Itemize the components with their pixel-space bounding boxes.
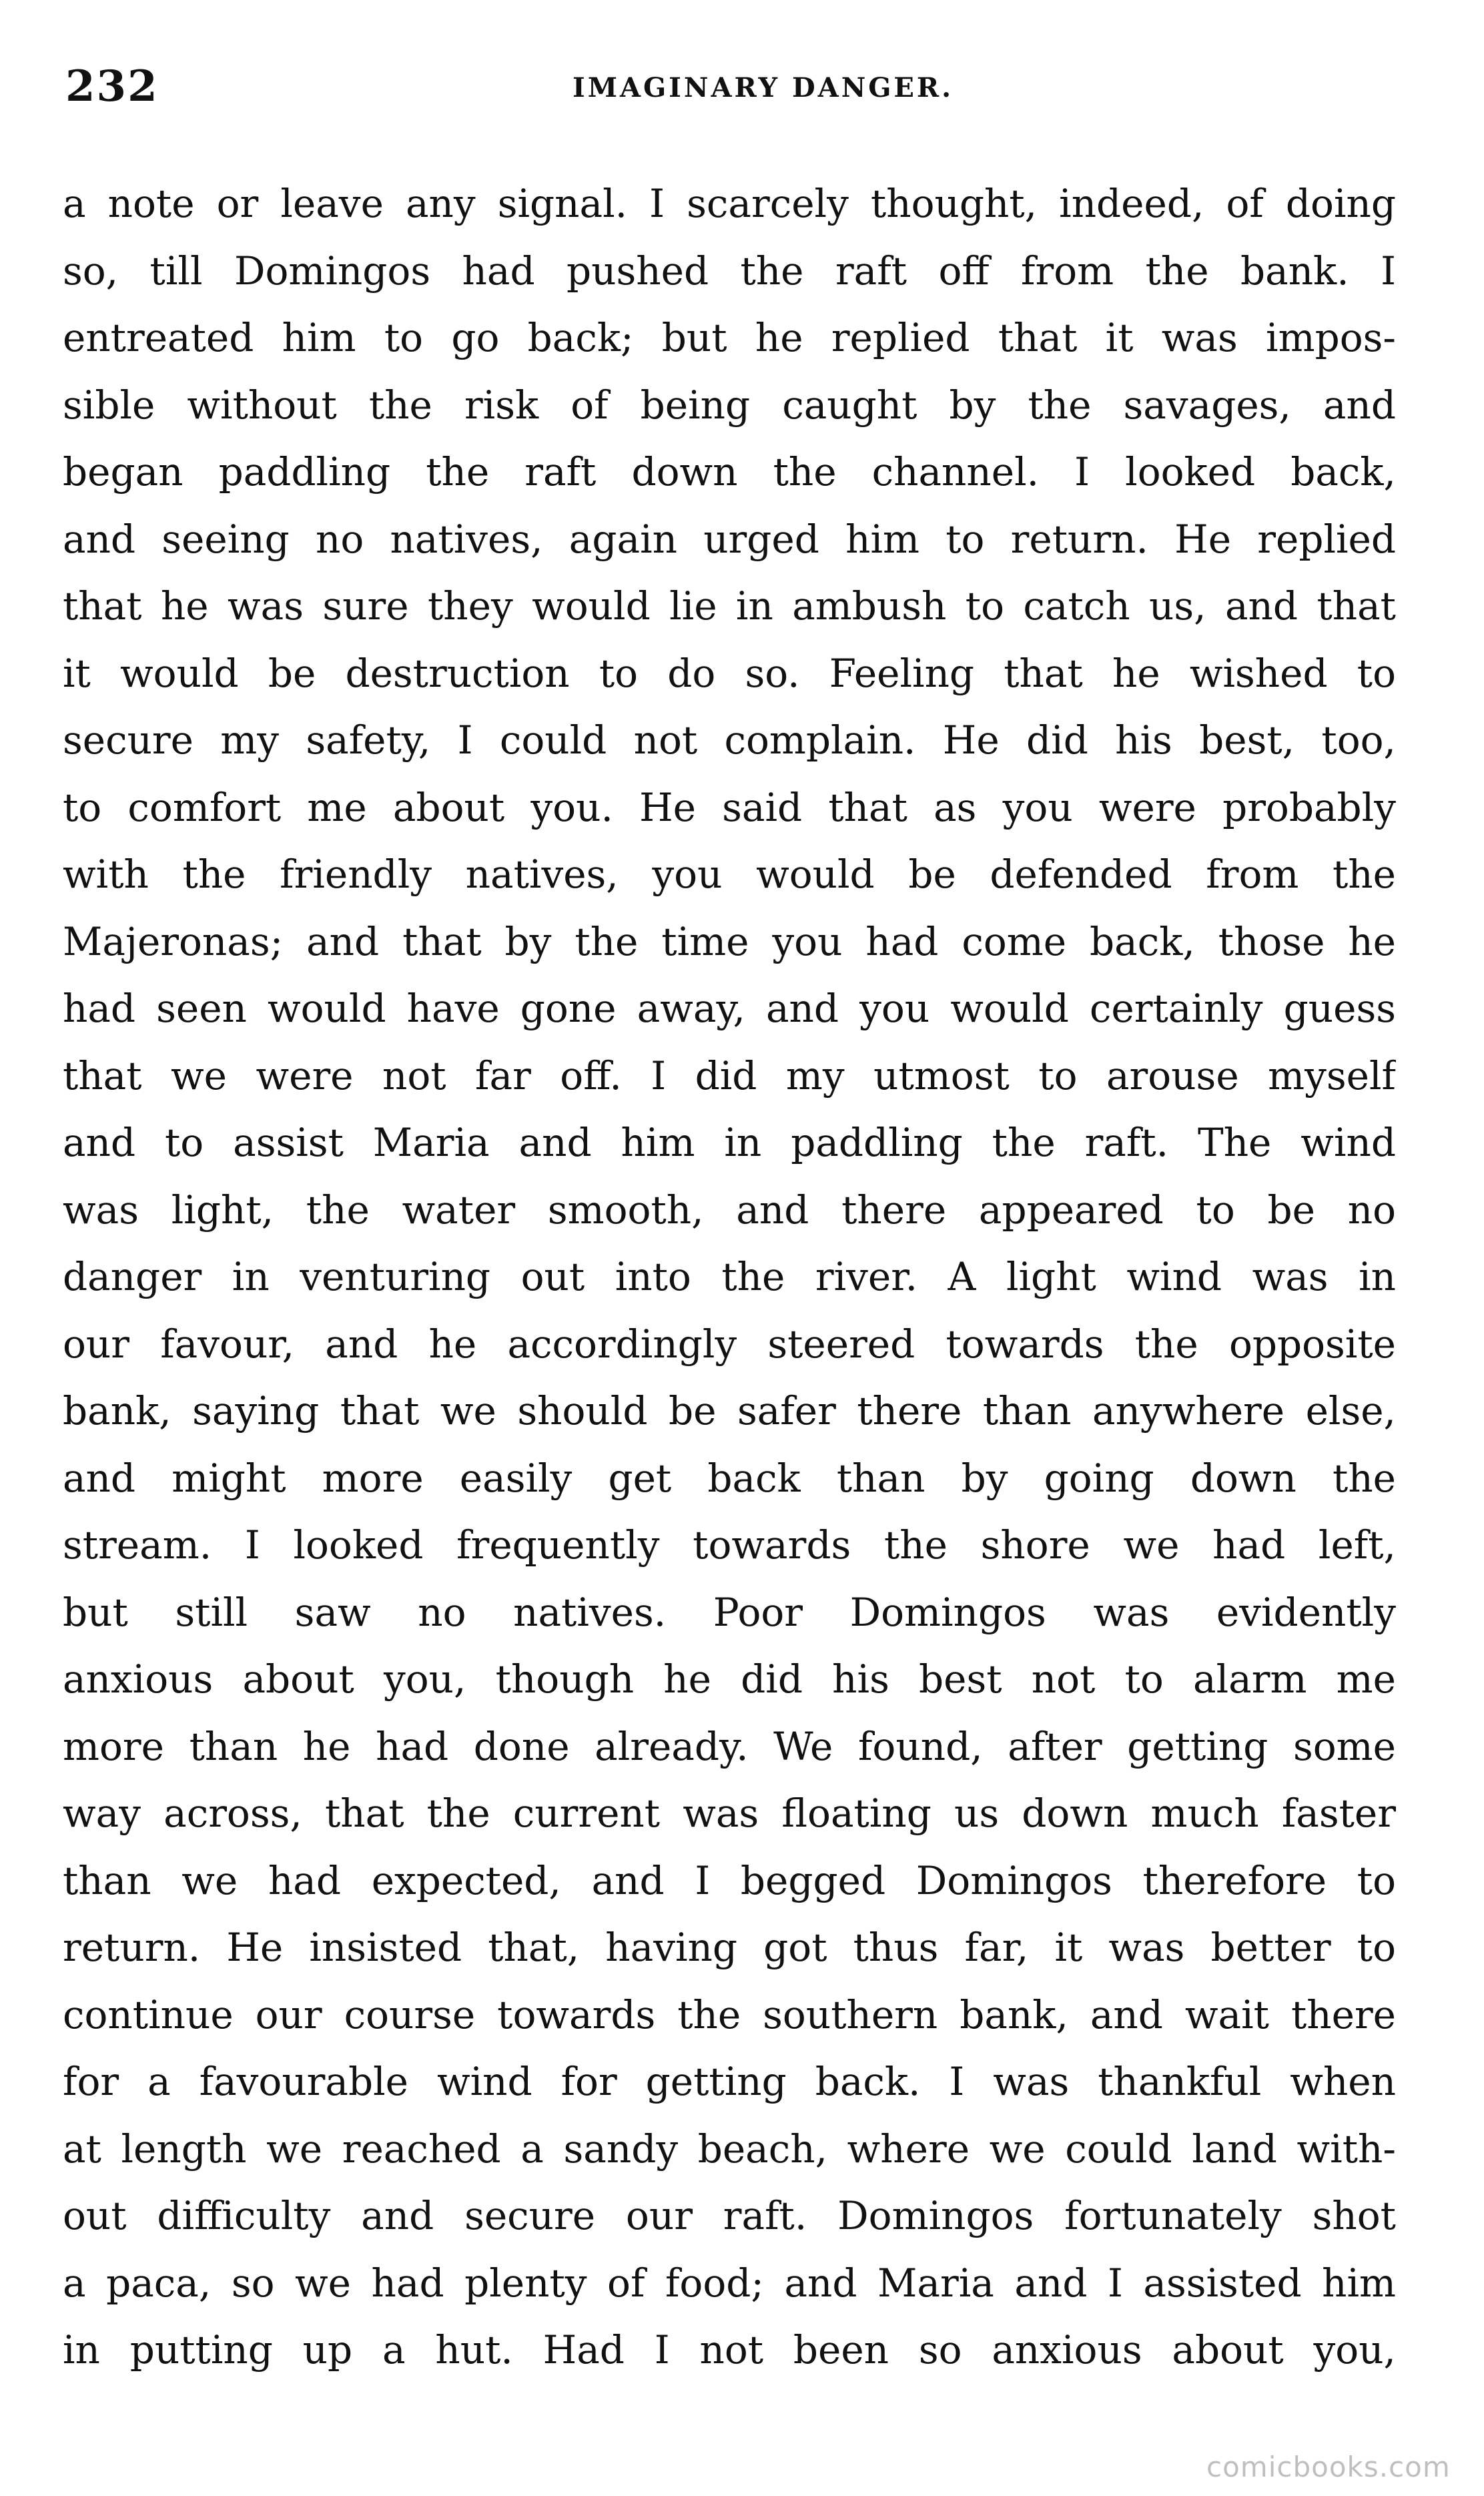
text-line: at length we reached a sandy beach, where we could land with-	[63, 2126, 1396, 2172]
text-line: but still saw no natives. Poor Domingos was evidently	[63, 1589, 1396, 1635]
text-line: that we were not far off. I did my utmost to arouse myself	[63, 1052, 1396, 1099]
watermark: comicbooks.com	[1206, 2451, 1451, 2483]
text-line: entreated him to go back; but he replied that it was impos-	[63, 315, 1396, 360]
page-header	[65, 61, 1420, 115]
text-line: to comfort me about you. He said that as you were probably	[63, 784, 1396, 830]
text-line: sible without the risk of being caught by the savages, and	[63, 382, 1396, 428]
text-line: stream. I looked frequently towards the shore we had left,	[63, 1522, 1396, 1568]
text-line: way across, that the current was floating us down much faster	[63, 1791, 1396, 1836]
text-line: and to assist Maria and him in paddling the raft. The wind	[63, 1120, 1396, 1165]
text-line: Majeronas; and that by the time you had come back, those he	[63, 918, 1396, 964]
text-line: was light, the water smooth, and there appeared to be no	[63, 1187, 1396, 1233]
text-line: secure my safety, I could not complain. He did his best, too,	[63, 717, 1396, 763]
page-number: 232	[65, 61, 159, 111]
text-line: that he was sure they would lie in ambush to catch us, and that	[63, 583, 1396, 629]
text-line: for a favourable wind for getting back. I was thankful when	[63, 2059, 1396, 2104]
text-line: bank, saying that we should be safer there than anywhere else,	[63, 1388, 1396, 1434]
text-line: began paddling the raft down the channel. I looked back,	[63, 449, 1396, 495]
body-text	[63, 170, 1396, 2384]
text-line: than we had expected, and I begged Domingos therefore to	[63, 1857, 1396, 1903]
text-line: return. He insisted that, having got thus far, it was better to	[63, 1925, 1396, 1970]
text-line: more than he had done already. We found, after getting some	[63, 1723, 1396, 1769]
text-line: continue our course towards the southern bank, and wait there	[63, 1991, 1396, 2038]
text-line: and seeing no natives, again urged him to return. He replied	[63, 516, 1396, 562]
text-line: and might more easily get back than by going down the	[63, 1455, 1396, 1501]
text-line: anxious about you, though he did his best not to alarm me	[63, 1656, 1396, 1702]
text-line: so, till Domingos had pushed the raft off from the bank. I	[63, 248, 1396, 294]
text-line: a note or leave any signal. I scarcely thought, indeed, of doing	[63, 181, 1396, 226]
text-line: it would be destruction to do so. Feeling that he wished to	[63, 650, 1396, 696]
running-title: IMAGINARY DANGER.	[573, 72, 954, 103]
text-line: out difficulty and secure our raft. Domingos fortunately shot	[63, 2193, 1396, 2238]
text-line: our favour, and he accordingly steered towards the opposite	[63, 1321, 1396, 1367]
text-line: with the friendly natives, you would be defended from the	[63, 852, 1396, 897]
text-line: a paca, so we had plenty of food; and Maria and I assisted him	[63, 2260, 1396, 2306]
text-line: had seen would have gone away, and you would certainly guess	[63, 986, 1396, 1031]
text-line: danger in venturing out into the river. A light wind was in	[63, 1254, 1396, 1299]
text-line: in putting up a hut. Had I not been so anxious about you,	[63, 2327, 1396, 2373]
